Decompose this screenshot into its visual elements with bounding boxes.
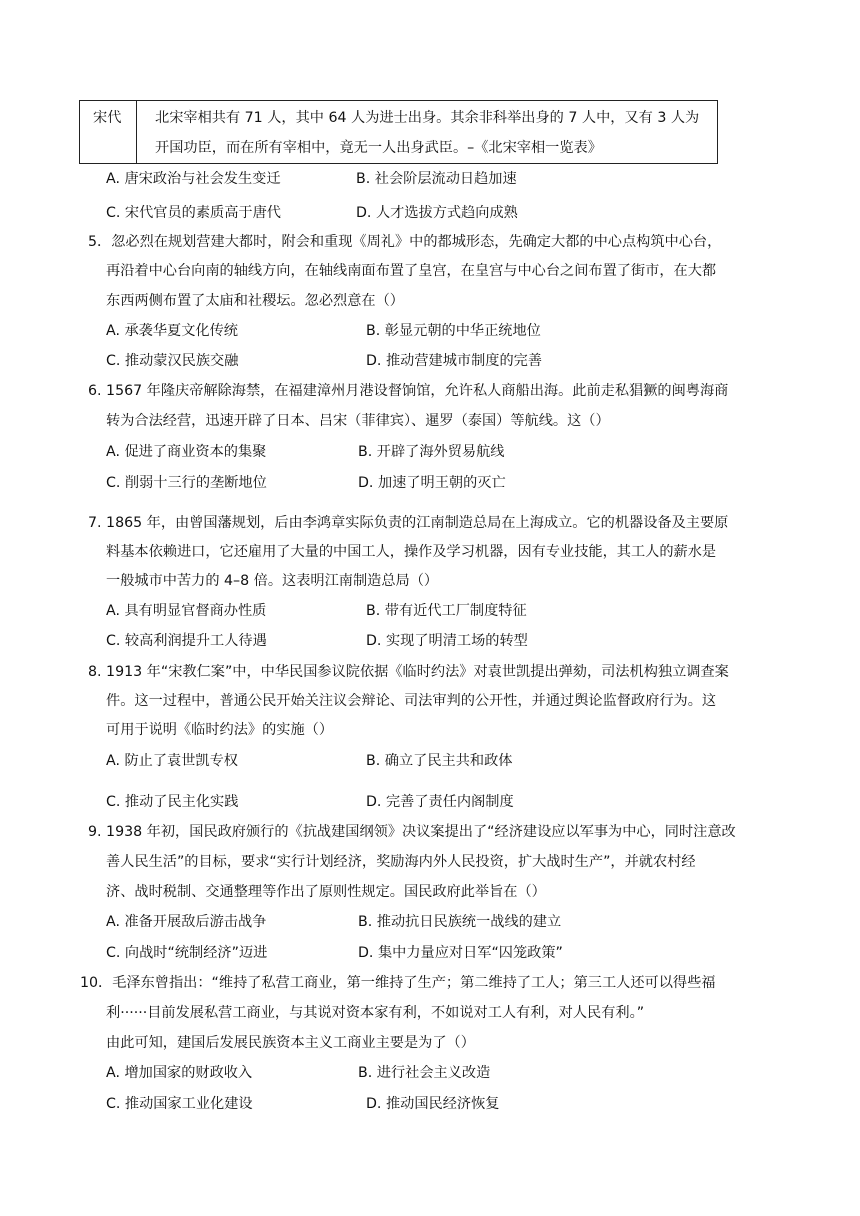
q8-option-d: D. 完善了责任内阁制度 — [366, 794, 514, 810]
q7-stem-line-2: 料基本依赖进口，它还雇用了大量的中国工人，操作及学习机器，因有专业技能，其工人的薪水是 — [106, 544, 717, 560]
q8-option-c: C. 推动了民主化实践 — [106, 794, 239, 810]
table-text-line-1: 北宋宰相共有 71 人，其中 64 人为进士出身。其余非科举出身的 7 人中，又有 3 人为 — [155, 110, 700, 126]
q4-option-c: C. 宋代官员的素质高于唐代 — [106, 205, 281, 221]
q6-stem-line-2: 转为合法经营，迅速开辟了日本、吕宋（菲律宾）、暹罗（泰国）等航线。这（） — [106, 413, 610, 429]
q10-stem-line-3: 由此可知，建国后发展民族资本主义工商业主要是为了（） — [106, 1035, 475, 1051]
q8-stem-line-3: 可用于说明《临时约法》的实施（） — [106, 722, 334, 738]
q4-option-a: A. 唐宋政治与社会发生变迁 — [106, 171, 281, 187]
q9-option-a: A. 准备开展敌后游击战争 — [106, 914, 267, 930]
table-text-line-2: 开国功臣，而在所有宰相中，竟无一人出身武臣。–《北宋宰相一览表》 — [155, 140, 602, 156]
q6-option-b: B. 开辟了海外贸易航线 — [358, 444, 505, 460]
q8-option-b: B. 确立了民主共和政体 — [366, 753, 513, 769]
q9-stem-line-2: 善人民生活”的目标，要求“实行计划经济，奖励海内外人民投资，扩大战时生产”，并就农村经 — [106, 854, 696, 870]
q8-option-a: A. 防止了袁世凯专权 — [106, 753, 238, 769]
q8-stem-line-2: 件。这一过程中，普通公民开始关注议会辩论、司法审判的公开性，并通过舆论监督政府行为。这 — [106, 693, 717, 709]
q9-stem-line-3: 济、战时税制、交通整理等作出了原则性规定。国民政府此举旨在（） — [106, 884, 546, 900]
q6-option-a: A. 促进了商业资本的集聚 — [106, 444, 267, 460]
q9-option-d: D. 集中力量应对日军“囚笼政策” — [358, 945, 563, 961]
table-era-cell: 宋代 — [93, 110, 122, 126]
q5-stem-line-1: 5．忽必烈在规划营建大都时，附会和重现《周礼》中的都城形态，先确定大都的中心点构筑中心台， — [88, 234, 722, 250]
q7-stem-line-1: 7. 1865 年，由曾国藩规划，后由李鸿章实际负责的江南制造总局在上海成立。它的机器设备及主要原 — [88, 515, 729, 531]
q7-option-c: C. 较高利润提升工人待遇 — [106, 633, 267, 649]
q10-option-c: C. 推动国家工业化建设 — [106, 1096, 253, 1112]
q9-stem-line-1: 9. 1938 年初，国民政府颁行的《抗战建国纲领》决议案提出了“经济建设应以军事为中心，同时注意改 — [88, 824, 736, 840]
q6-stem-line-1: 6. 1567 年隆庆帝解除海禁，在福建漳州月港设督饷馆，允许私人商船出海。此前走私猖獗的闽粤海商 — [88, 383, 729, 399]
source-table — [79, 100, 718, 164]
q5-stem-line-2: 再沿着中心台向南的轴线方向，在轴线南面布置了皇宫，在皇宫与中心台之间布置了街市，在大都 — [106, 263, 717, 279]
q7-option-a: A. 具有明显官督商办性质 — [106, 603, 267, 619]
q9-option-c: C. 向战时“统制经济”迈进 — [106, 945, 268, 961]
q5-option-d: D. 推动营建城市制度的完善 — [366, 353, 543, 369]
q5-stem-line-3: 东西两侧布置了太庙和社稷坛。忽必烈意在（） — [106, 293, 404, 309]
table-divider — [136, 101, 137, 163]
q5-option-c: C. 推动蒙汉民族交融 — [106, 353, 239, 369]
q4-option-d: D. 人才选拔方式趋向成熟 — [356, 205, 518, 221]
q10-stem-line-2: 利······目前发展私营工商业，与其说对资本家有利，不如说对工人有利，对人民有利。” — [106, 1005, 645, 1021]
q9-option-b: B. 推动抗日民族统一战线的建立 — [358, 914, 562, 930]
q10-stem-line-1: 10．毛泽东曾指出：“维持了私营工商业，第一维持了生产；第二维持了工人；第三工人还可以得些福 — [80, 975, 716, 991]
q7-option-b: B. 带有近代工厂制度特征 — [366, 603, 527, 619]
q6-option-d: D. 加速了明王朝的灭亡 — [358, 475, 506, 491]
q10-option-d: D. 推动国民经济恢复 — [366, 1096, 500, 1112]
q6-option-c: C. 削弱十三行的垄断地位 — [106, 475, 267, 491]
q8-stem-line-1: 8. 1913 年“宋教仁案”中，中华民国参议院依据《临时约法》对袁世凯提出弹劾，司法机构独立调查案 — [88, 664, 729, 680]
q7-stem-line-3: 一般城市中苦力的 4–8 倍。这表明江南制造总局（） — [106, 573, 439, 589]
q7-option-d: D. 实现了明清工场的转型 — [366, 633, 528, 649]
q10-option-b: B. 进行社会主义改造 — [358, 1065, 491, 1081]
q5-option-b: B. 彰显元朝的中华正统地位 — [366, 323, 541, 339]
q10-option-a: A. 增加国家的财政收入 — [106, 1065, 253, 1081]
q5-option-a: A. 承袭华夏文化传统 — [106, 323, 238, 339]
q4-option-b: B. 社会阶层流动日趋加速 — [356, 171, 517, 187]
